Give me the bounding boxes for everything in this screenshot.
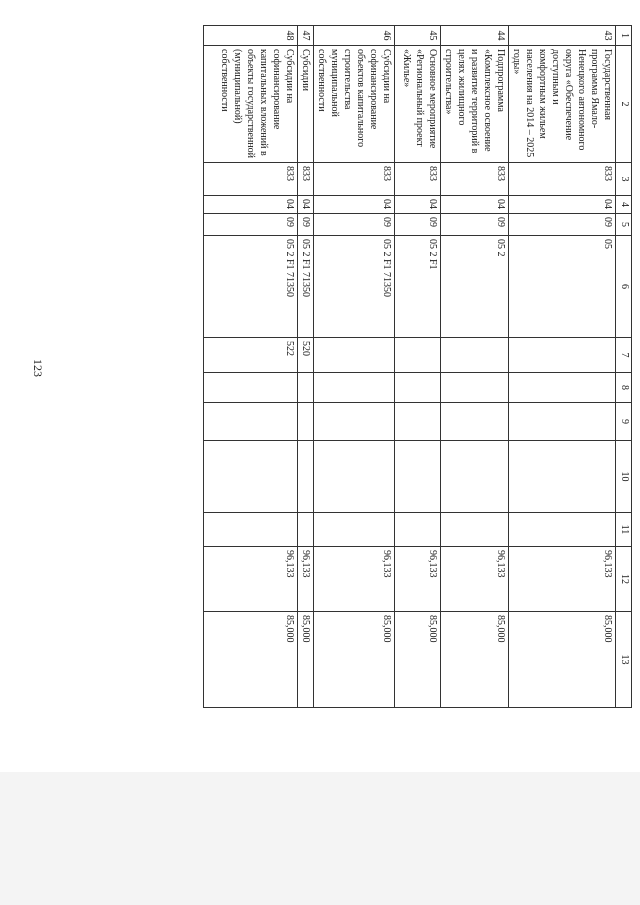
cell-col-13: 85,000 [314, 612, 395, 708]
cell-col-9 [395, 403, 441, 441]
cell-col-6: 05 2 F1 71350 [298, 236, 314, 338]
cell-col-10 [204, 441, 298, 513]
column-header-12: 12 [616, 547, 632, 612]
cell-col-9 [509, 403, 616, 441]
cell-col-12: 96,133 [314, 547, 395, 612]
cell-col-12: 96,133 [441, 547, 509, 612]
cell-col-11 [314, 513, 395, 547]
cell-col-1: 44 [441, 26, 509, 46]
cell-col-11 [395, 513, 441, 547]
cell-col-1: 43 [509, 26, 616, 46]
cell-col-6: 05 [509, 236, 616, 338]
column-header-5: 5 [616, 214, 632, 236]
cell-col-2: Субсидии [298, 46, 314, 163]
cell-col-5: 09 [509, 214, 616, 236]
cell-col-13: 85,000 [298, 612, 314, 708]
cell-col-4: 04 [204, 196, 298, 214]
cell-col-6: 05 2 F1 71350 [314, 236, 395, 338]
cell-col-2: Основное мероприятие «Региональный проект «Жилье» [395, 46, 441, 163]
column-header-13: 13 [616, 612, 632, 708]
column-header-2: 2 [616, 46, 632, 163]
cell-col-2: Субсидии на софинансирование объектов капитального строительства муниципальной собственности [314, 46, 395, 163]
cell-col-10 [314, 441, 395, 513]
table-body [204, 26, 616, 708]
cell-col-5: 09 [441, 214, 509, 236]
cell-col-6: 05 2 F1 71350 [204, 236, 298, 338]
cell-col-3: 833 [441, 163, 509, 196]
cell-col-2: Подпрограмма «Комплексное освоение и развитие территорий в целях жилищного строительства» [441, 46, 509, 163]
cell-col-7: 522 [204, 338, 298, 373]
cell-col-11 [298, 513, 314, 547]
cell-col-5: 09 [395, 214, 441, 236]
cell-col-3: 833 [298, 163, 314, 196]
cell-col-8 [298, 373, 314, 403]
cell-col-3: 833 [314, 163, 395, 196]
table-row [509, 26, 616, 708]
cell-col-1: 45 [395, 26, 441, 46]
cell-col-10 [395, 441, 441, 513]
cell-col-3: 833 [204, 163, 298, 196]
cell-col-4: 04 [314, 196, 395, 214]
cell-col-10 [509, 441, 616, 513]
cell-col-8 [509, 373, 616, 403]
cell-col-13: 85,000 [441, 612, 509, 708]
cell-col-9 [298, 403, 314, 441]
cell-col-1: 47 [298, 26, 314, 46]
column-header-11: 11 [616, 513, 632, 547]
cell-col-1: 48 [204, 26, 298, 46]
column-header-10: 10 [616, 441, 632, 513]
cell-col-11 [204, 513, 298, 547]
cell-col-7 [314, 338, 395, 373]
cell-col-2: Государственная программа Ямало-Ненецкого автономного округа «Обеспечение доступным и комфортным жильем населения на 2014 – 2025 годы» [509, 46, 616, 163]
cell-col-8 [441, 373, 509, 403]
cell-col-9 [314, 403, 395, 441]
column-header-3: 3 [616, 163, 632, 196]
cell-col-7 [395, 338, 441, 373]
table-row [314, 26, 395, 708]
cell-col-13: 85,000 [204, 612, 298, 708]
cell-col-4: 04 [395, 196, 441, 214]
cell-col-7 [441, 338, 509, 373]
table-row [298, 26, 314, 708]
header-row [616, 26, 632, 708]
cell-col-11 [441, 513, 509, 547]
cell-col-3: 833 [509, 163, 616, 196]
cell-col-12: 96,133 [298, 547, 314, 612]
budget-table [203, 25, 632, 708]
column-header-9: 9 [616, 403, 632, 441]
cell-col-13: 85,000 [509, 612, 616, 708]
cell-col-8 [395, 373, 441, 403]
table-row [441, 26, 509, 708]
cell-col-5: 09 [298, 214, 314, 236]
cell-col-5: 09 [314, 214, 395, 236]
cell-col-3: 833 [395, 163, 441, 196]
rotated-table-container [138, 25, 632, 707]
cell-col-12: 96,133 [509, 547, 616, 612]
cell-col-9 [204, 403, 298, 441]
cell-col-8 [204, 373, 298, 403]
table-row [395, 26, 441, 708]
cell-col-10 [441, 441, 509, 513]
cell-col-12: 96,133 [395, 547, 441, 612]
cell-col-5: 09 [204, 214, 298, 236]
table-row [204, 26, 298, 708]
cell-col-13: 85,000 [395, 612, 441, 708]
column-header-8: 8 [616, 373, 632, 403]
cell-col-6: 05 2 F1 [395, 236, 441, 338]
page-number: 123 [31, 359, 45, 377]
cell-col-7: 520 [298, 338, 314, 373]
cell-col-6: 05 2 [441, 236, 509, 338]
column-header-4: 4 [616, 196, 632, 214]
column-header-7: 7 [616, 338, 632, 373]
cell-col-11 [509, 513, 616, 547]
cell-col-2: Субсидии на софинансирование капитальных вложений в объекты государственной (муниципальной) собственности [204, 46, 298, 163]
cell-col-9 [441, 403, 509, 441]
cell-col-8 [314, 373, 395, 403]
cell-col-4: 04 [509, 196, 616, 214]
cell-col-10 [298, 441, 314, 513]
cell-col-1: 46 [314, 26, 395, 46]
cell-col-7 [509, 338, 616, 373]
cell-col-12: 96,133 [204, 547, 298, 612]
column-header-1: 1 [616, 26, 632, 46]
cell-col-4: 04 [441, 196, 509, 214]
cell-col-4: 04 [298, 196, 314, 214]
column-header-6: 6 [616, 236, 632, 338]
